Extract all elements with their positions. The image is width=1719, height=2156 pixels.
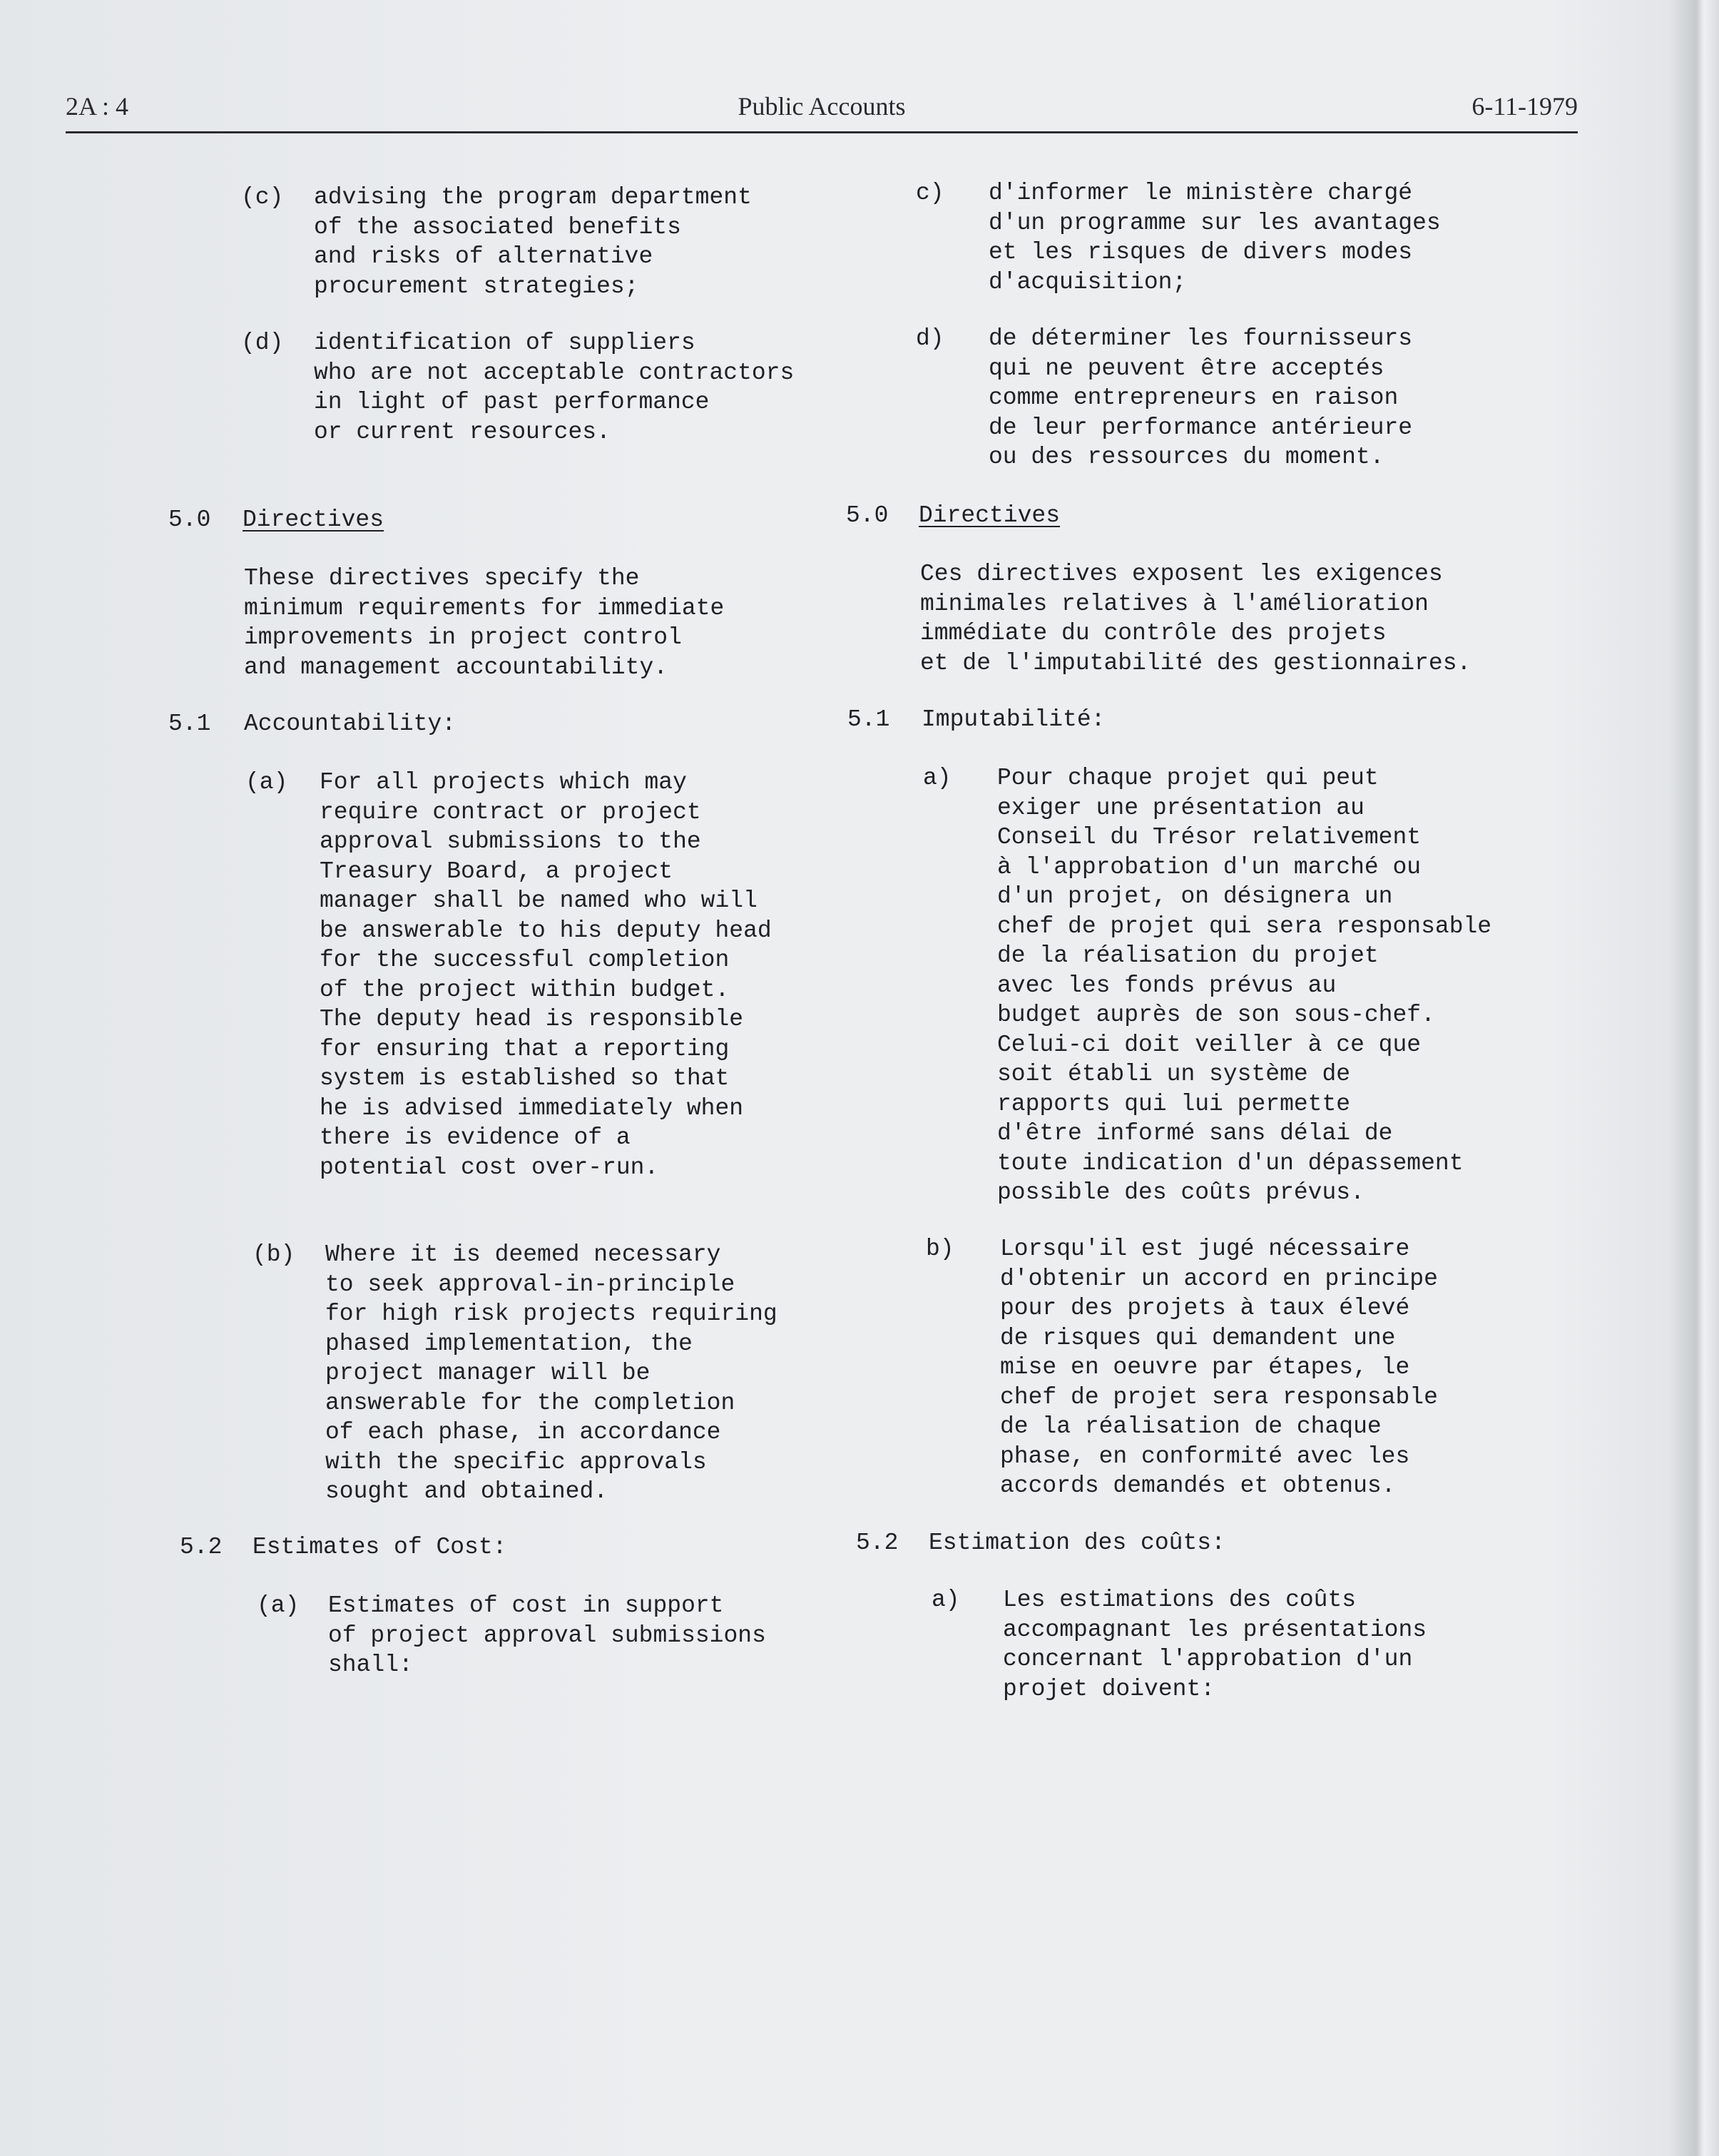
fr-5-1-a-line: budget auprès de son sous-chef. <box>997 1002 1435 1028</box>
fr-5-1-a-line: avec les fonds prévus au <box>997 972 1337 999</box>
item-b-label: b) <box>926 1236 954 1262</box>
fr-5-1-a-line: d'un projet, on désignera un <box>997 883 1393 910</box>
section-number: 5.1 <box>168 711 211 737</box>
fr-5-1-a-line: d'être informé sans délai de <box>997 1120 1393 1146</box>
en-item-d-line: identification of suppliers <box>314 330 695 356</box>
fr-item-c-line: d'informer le ministère chargé <box>989 180 1413 206</box>
fr-directives-para-line: et de l'imputabilité des gestionnaires. <box>920 649 1471 676</box>
en-5-1-b-line: to seek approval-in-principle <box>325 1271 735 1298</box>
fr-5-1-a-line: exiger une présentation au <box>997 794 1365 821</box>
fr-directives-para-line: Ces directives exposent les exigences <box>920 561 1443 587</box>
page-reference: 2A : 4 <box>66 92 129 121</box>
header-rule <box>66 131 1578 133</box>
fr-5-2-a-line: Les estimations des coûts <box>1003 1587 1357 1613</box>
section-heading: Directives <box>919 502 1061 529</box>
en-item-c-line: of the associated benefits <box>314 213 681 240</box>
section-number: 5.2 <box>180 1534 223 1560</box>
fr-item-d-line: de déterminer les fournisseurs <box>989 325 1413 352</box>
en-5-2-a-line: of project approval submissions <box>328 1622 766 1649</box>
fr-5-1-a-line: Celui-ci doit veiller à ce que <box>997 1031 1422 1058</box>
fr-5-1-a-line: possible des coûts prévus. <box>997 1179 1365 1206</box>
en-directives-para-line: minimum requirements for immediate <box>244 594 725 621</box>
fr-directives-para-line: minimales relatives à l'amélioration <box>920 590 1429 617</box>
en-5-1-b-line: of each phase, in accordance <box>325 1419 721 1445</box>
fr-5-1-b-line: d'obtenir un accord en principe <box>1000 1265 1438 1292</box>
en-5-2-a-line: shall: <box>328 1652 413 1678</box>
item-c-label: c) <box>916 180 944 206</box>
item-d-label: d) <box>916 325 944 352</box>
page-date: 6-11-1979 <box>1471 92 1578 121</box>
en-5-1-a-line: he is advised immediately when <box>320 1094 744 1122</box>
item-c-label: (c) <box>241 184 284 210</box>
fr-5-1-b-line: phase, en conformité avec les <box>1000 1443 1410 1470</box>
page-edge-shadow <box>1669 0 1719 2156</box>
en-directives-para-line: improvements in project control <box>244 624 682 651</box>
fr-5-1-b-line: chef de projet sera responsable <box>1000 1383 1438 1410</box>
fr-5-1-a-line: toute indication d'un dépassement <box>997 1149 1464 1176</box>
section-heading: Accountability: <box>244 711 456 737</box>
item-b-label: (b) <box>253 1241 295 1268</box>
en-5-1-a-line: for ensuring that a reporting <box>320 1035 730 1062</box>
fr-5-1-b-line: pour des projets à taux élevé <box>1000 1295 1410 1321</box>
item-a-label: (a) <box>245 769 288 795</box>
en-5-1-a-line: potential cost over-run. <box>320 1154 659 1181</box>
fr-item-c-line: et les risques de divers modes <box>989 239 1413 265</box>
en-5-1-a-line: The deputy head is responsible <box>320 1006 744 1032</box>
en-5-1-b-line: sought and obtained. <box>325 1478 608 1505</box>
fr-item-d-line: ou des ressources du moment. <box>989 444 1384 470</box>
item-a-label: a) <box>923 765 952 791</box>
en-5-1-a-line: be answerable to his deputy head <box>320 917 772 944</box>
item-a-label: (a) <box>257 1592 300 1619</box>
en-5-1-a-line: for the successful completion <box>320 947 730 973</box>
en-5-1-a-line: manager shall be named who will <box>320 888 758 914</box>
fr-item-c-line: d'un programme sur les avantages <box>989 209 1441 236</box>
en-item-d-line: in light of past performance <box>314 389 710 415</box>
fr-5-1-b-line: mise en oeuvre par étapes, le <box>1000 1354 1410 1380</box>
en-5-1-b-line: project manager will be <box>325 1360 651 1386</box>
section-number: 5.1 <box>847 706 890 733</box>
fr-5-1-b-line: accords demandés et obtenus. <box>1000 1473 1396 1499</box>
fr-5-1-b-line: de risques qui demandent une <box>1000 1324 1396 1351</box>
en-5-2-a-line: Estimates of cost in support <box>328 1592 724 1619</box>
en-5-1-b-line: phased implementation, the <box>325 1330 693 1357</box>
en-5-1-b-line: answerable for the completion <box>325 1389 735 1416</box>
en-directives-para-line: These directives specify the <box>244 565 640 591</box>
en-5-1-b-line: Where it is deemed necessary <box>325 1241 721 1268</box>
en-5-1-a-line: of the project within budget. <box>320 976 730 1003</box>
section-heading: Directives <box>243 507 384 533</box>
en-5-1-a-line: require contract or project <box>320 798 701 825</box>
en-5-1-a-line: Treasury Board, a project <box>320 858 673 885</box>
fr-5-2-a-line: projet doivent: <box>1003 1675 1215 1702</box>
en-5-1-b-line: for high risk projects requiring <box>325 1301 777 1327</box>
fr-5-1-a-line: rapports qui lui permette <box>997 1090 1351 1117</box>
fr-item-c-line: d'acquisition; <box>989 268 1187 295</box>
item-d-label: (d) <box>241 330 284 356</box>
en-item-c-line: advising the program department <box>314 184 752 210</box>
en-item-d-line: who are not acceptable contractors <box>314 359 795 386</box>
fr-5-1-a-line: Conseil du Trésor relativement <box>997 824 1422 850</box>
en-5-1-a-line: For all projects which may <box>320 769 687 795</box>
en-5-1-b-line: with the specific approvals <box>325 1448 707 1475</box>
item-a-label: a) <box>932 1587 960 1613</box>
page-header <box>66 91 1578 131</box>
fr-5-2-a-line: concernant l'approbation d'un <box>1003 1646 1413 1672</box>
en-item-c-line: procurement strategies; <box>314 273 639 300</box>
en-item-d-line: or current resources. <box>314 418 611 445</box>
fr-5-1-a-line: de la réalisation du projet <box>997 942 1379 969</box>
fr-5-1-a-line: à l'approbation d'un marché ou <box>997 853 1422 880</box>
section-number: 5.0 <box>168 507 211 533</box>
en-5-1-a-line: system is established so that <box>320 1065 730 1092</box>
section-heading: Estimation des coûts: <box>929 1530 1225 1556</box>
en-5-1-a-line: there is evidence of a <box>320 1124 631 1151</box>
section-heading: Imputabilité: <box>922 706 1106 733</box>
fr-directives-para-line: immédiate du contrôle des projets <box>920 620 1387 646</box>
fr-item-d-line: de leur performance antérieure <box>989 414 1413 441</box>
fr-5-1-a-line: chef de projet qui sera responsable <box>997 912 1492 940</box>
en-5-1-a-line: approval submissions to the <box>320 828 701 855</box>
fr-5-1-b-line: de la réalisation de chaque <box>1000 1413 1382 1440</box>
fr-item-d-line: qui ne peuvent être acceptés <box>989 355 1384 382</box>
en-item-c-line: and risks of alternative <box>314 243 653 270</box>
fr-5-1-b-line: Lorsqu'il est jugé nécessaire <box>1000 1236 1410 1262</box>
section-number: 5.2 <box>856 1530 899 1556</box>
fr-item-d-line: comme entrepreneurs en raison <box>989 385 1399 411</box>
fr-5-1-a-line: soit établi un système de <box>997 1061 1351 1087</box>
section-heading: Estimates of Cost: <box>253 1534 507 1560</box>
fr-5-2-a-line: accompagnant les présentations <box>1003 1616 1427 1643</box>
section-number: 5.0 <box>846 502 889 529</box>
page-title: Public Accounts <box>738 92 906 121</box>
fr-5-1-a-line: Pour chaque projet qui peut <box>997 765 1379 791</box>
en-directives-para-line: and management accountability. <box>244 654 668 681</box>
